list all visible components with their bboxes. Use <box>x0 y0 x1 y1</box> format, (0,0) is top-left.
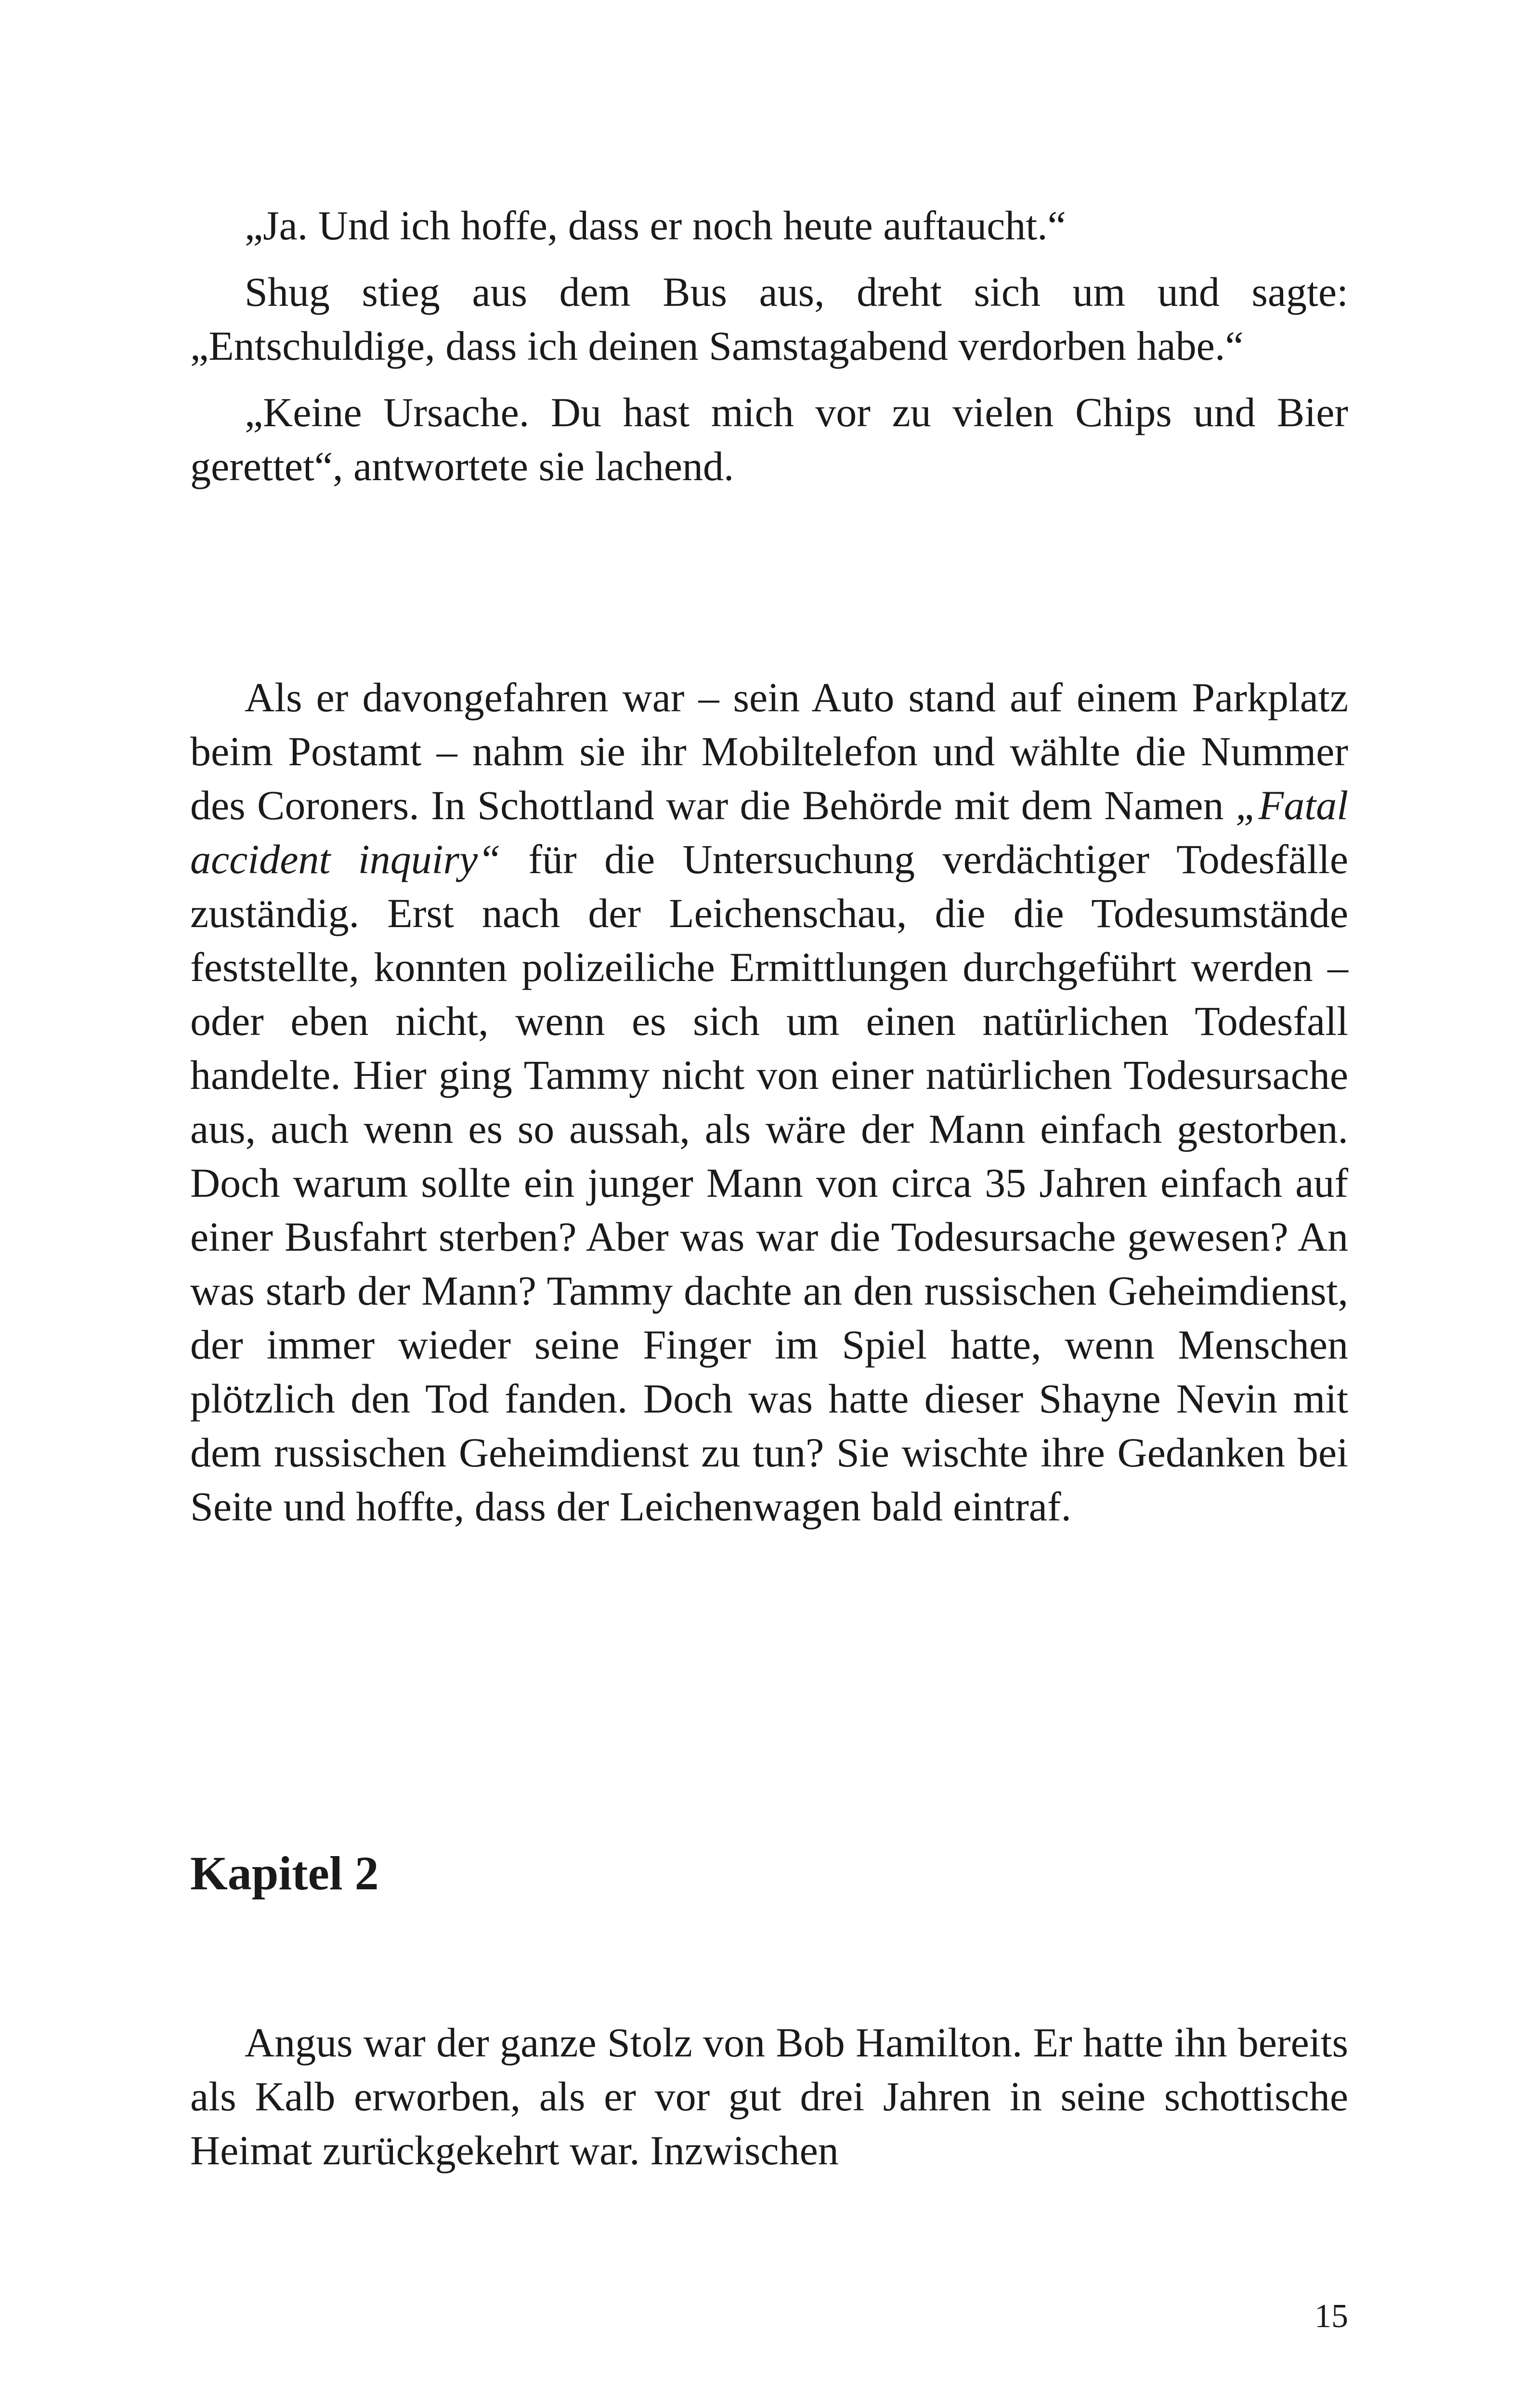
italic-term: „Fatal accident inquiry“ <box>190 782 1348 882</box>
paragraph-dialogue-2: Shug stieg aus dem Bus aus, dreht sich um und sagte: „Entschuldige, dass ich deinen Samstagabend verdorben habe.“ <box>190 269 1348 369</box>
page-number: 15 <box>1315 2298 1348 2335</box>
chapter-heading: Kapitel 2 <box>190 1846 379 1900</box>
dialogue-section <box>190 198 1348 493</box>
paragraph-chapter-opening: Angus war der ganze Stolz von Bob Hamilton. Er hatte ihn bereits als Kalb erworben, als er vor gut drei Jahren in seine schottische Heimat zurückgekehrt war. Inzwischen <box>190 2019 1348 2173</box>
paragraph-coroner <box>190 670 1348 1533</box>
paragraph-dialogue-1: „Ja. Und ich hoffe, dass er noch heute auftaucht.“ <box>245 202 1066 249</box>
chapter-opening-section <box>190 2015 1348 2177</box>
narrative-section <box>190 670 1348 1533</box>
paragraph-coroner-text-end: für die Untersuchung verdächtiger Todesfälle zuständig. Erst nach der Leichenschau, die die Todesumstände feststellte, konnten polizeiliche Ermittlungen durchgeführt werden – oder eben nicht, wenn es sich um einen natürlichen Todesfall handelte. Hier ging Tammy nicht von einer natürlichen Todesursache aus, auch wenn es so aussah, als wäre der Mann einfach gestorben. Doch warum sollte ein junger Mann von circa 35 Jahren einfach auf einer Busfahrt sterben? Aber was war die Todesursache gewesen? An was starb der Mann? Tammy dachte an den russischen Geheimdienst, der immer wieder seine Finger im Spiel hatte, wenn Menschen plötzlich den Tod fanden. Doch was hatte dieser Shayne Nevin mit dem russischen Geheimdienst zu tun? Sie wischte ihre Gedanken bei Seite und hoffte, dass der Leichenwagen bald eintraf. <box>190 836 1348 1530</box>
paragraph-dialogue-3: „Keine Ursache. Du hast mich vor zu vielen Chips und Bier gerettet“, antwortete sie lachend. <box>190 389 1348 489</box>
paragraph-coroner-text-start: Als er davongefahren war – sein Auto stand auf einem Parkplatz beim Postamt – nahm sie ihr Mobiltelefon und wählte die Nummer des Coroners. In Schottland war die Behörde mit dem Namen <box>190 674 1348 828</box>
